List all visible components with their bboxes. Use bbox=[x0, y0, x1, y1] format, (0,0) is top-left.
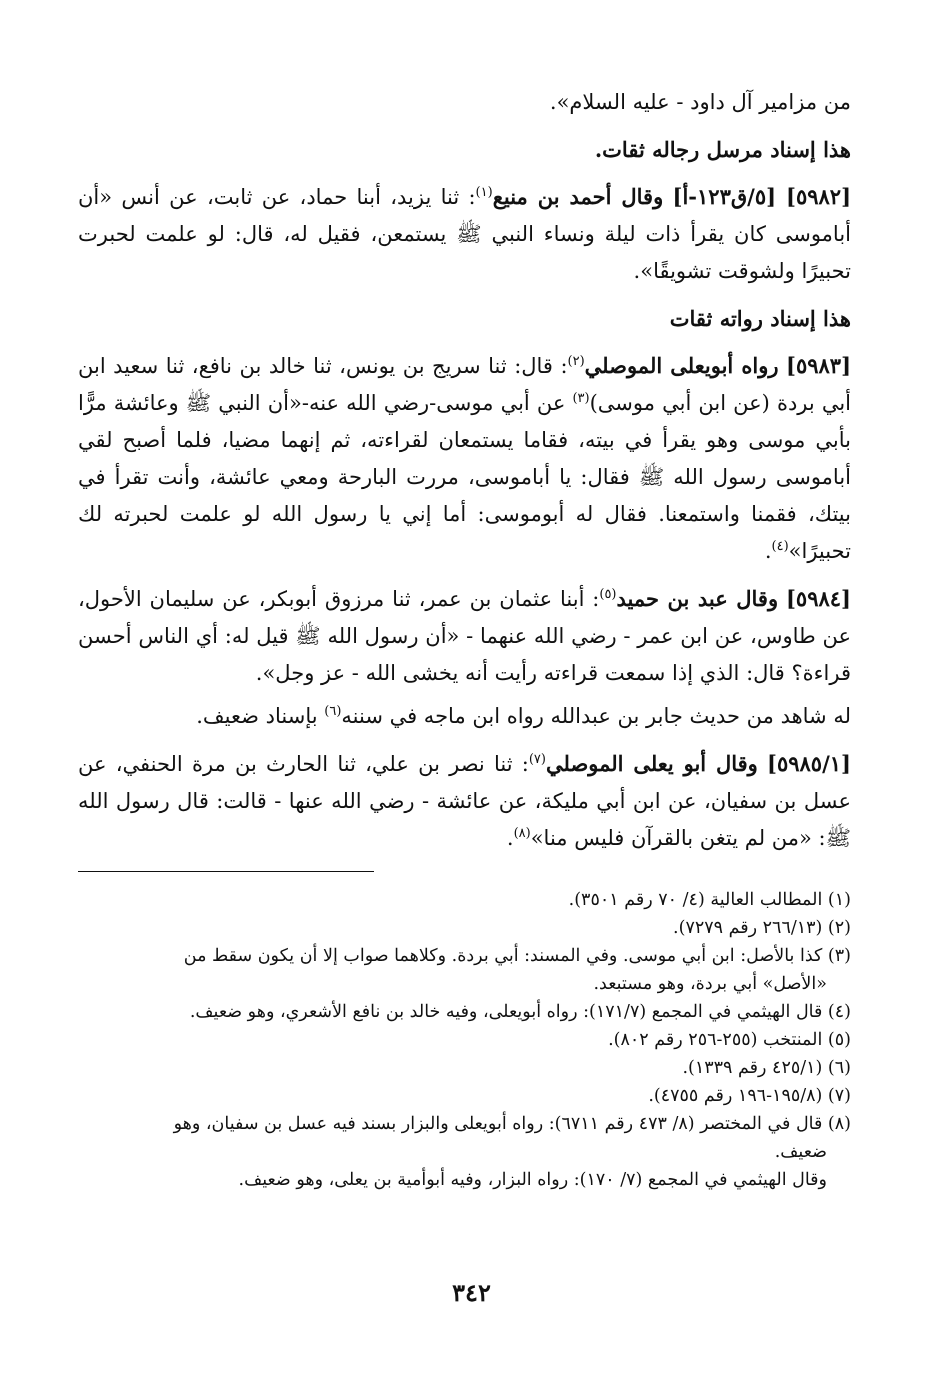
hadith-number: [٥٩٨٤] bbox=[785, 586, 851, 611]
footnote-2: (٢) (٢٦٦/١٣ رقم ٧٢٧٩). bbox=[673, 918, 851, 938]
narrator-lead: وقال عبد بن حميد bbox=[616, 586, 779, 611]
footnote-ref-8: (٨) bbox=[513, 826, 531, 841]
hadith-5984 bbox=[78, 580, 851, 692]
footnote-divider bbox=[78, 871, 374, 872]
page-number: ٣٤٢ bbox=[452, 1278, 491, 1307]
footnote-ref-5: (٥) bbox=[599, 587, 617, 602]
paragraph-continuation: من مزامير آل داود - عليه السلام». bbox=[549, 90, 851, 114]
hadith-end: . bbox=[764, 539, 772, 563]
shahid-end: بإسناد ضعيف. bbox=[196, 704, 325, 728]
hadith-text: : ثنا يزيد، أبنا حماد، عن ثابت، عن أنس «أن أباموسى كان يقرأ ذات ليلة ونساء النبي ﷺ يستمعن، فقيل له، قال: لو علمت لحبرت تحبيرًا ولشوقت تشويقًا». bbox=[78, 185, 851, 283]
hadith-text-part2: عن أبي موسى-رضي الله عنه-«أن النبي ﷺ وعائشة مرًّا بأبي موسى وهو يقرأ في بيته، فقاما يستمعان لقراءته، ثم إنهما مضيا، فلما أصبح لقي أباموسى رسول الله ﷺ فقال: يا أباموسى، مررت البارحة ومعي عائشة، وأنت تقرأ في بيتك، فقمنا واستمعنا. فقال له أبوموسى: أما إني يا رسول الله لو علمت لحبرته لك تحبيرًا» bbox=[78, 391, 851, 563]
footnote-4: (٤) قال الهيثمي في المجمع (١٧١/٧): رواه أبويعلى، وفيه خالد بن نافع الأشعري، وهو ضعيف. bbox=[189, 1002, 851, 1022]
narrator-lead: رواه أبويعلى الموصلي bbox=[584, 353, 779, 378]
hadith-text: : أبنا عثمان بن عمر، ثنا مرزوق أبوبكر، عن سليمان الأحول، عن طاوس، عن ابن عمر - رضي الله عنهما - «أن رسول الله ﷺ قيل له: أي الناس أحسن قراءة؟ قال: الذي إذا سمعت قراءته رأيت أنه يخشى الله - عز وجل». bbox=[78, 587, 851, 685]
isnad-note-2: هذا إسناد رواته ثقات bbox=[669, 306, 851, 331]
footnote-6: (٦) (٤٢٥/١ رقم ١٣٣٩). bbox=[682, 1058, 851, 1078]
shahid-note bbox=[78, 698, 851, 735]
hadith-5983 bbox=[78, 347, 851, 570]
footnote-8-haythami: وقال الهيثمي في المجمع (٧/ ١٧٠): رواه البزار، وفيه أبوأمية بن يعلى، وهو ضعيف. bbox=[238, 1170, 827, 1190]
footnote-7: (٧) (١٩٥/٨-١٩٦ رقم ٤٧٥٥). bbox=[648, 1086, 851, 1106]
footnote-ref-1: (١) bbox=[475, 185, 493, 200]
footnote-8-continued: ضعيف. bbox=[774, 1142, 827, 1162]
hadith-end: . bbox=[506, 826, 514, 850]
hadith-number: [٥٩٨٢] [٥/ق١٢٣-أ] bbox=[672, 184, 851, 209]
hadith-number: [٥٩٨٣] bbox=[786, 353, 852, 378]
narrator-lead: وقال أبو يعلى الموصلي bbox=[545, 751, 758, 776]
footnote-1: (١) المطالب العالية (٤/ ٧٠ رقم ٣٥٠١). bbox=[568, 890, 851, 910]
footnote-8: (٨) قال في المختصر (٨/ ٤٧٣ رقم ٦٧١١): رواه أبويعلى والبزار بسند فيه عسل بن سفيان، وهو bbox=[173, 1114, 851, 1134]
footnote-ref-7: (٧) bbox=[528, 752, 546, 767]
isnad-note-1: هذا إسناد مرسل رجاله ثقات. bbox=[594, 137, 851, 162]
hadith-5982 bbox=[78, 178, 851, 290]
hadith-number: [٥٩٨٥/١] bbox=[767, 751, 851, 776]
footnote-3: (٣) كذا بالأصل: ابن أبي موسى. وفي المسند: أبي بردة. وكلاهما صواب إلا أن يكون سقط من bbox=[183, 946, 851, 966]
hadith-text-part1: : قال: ثنا سريج بن يونس، ثنا خالد بن نافع، ثنا سعيد ابن أبي بردة (عن ابن أبي موسى) bbox=[78, 354, 852, 415]
narrator-lead: وقال أحمد بن منيع bbox=[492, 184, 664, 209]
footnote-ref-6: (٦) bbox=[324, 704, 342, 719]
footnote-ref-4: (٤) bbox=[771, 539, 789, 554]
hadith-5985 bbox=[78, 745, 851, 857]
hadith-text: : ثنا نصر بن علي، ثنا الحارث بن مرة الحنفي، عن عسل بن سفيان، عن ابن أبي مليكة، عن عائشة - رضي الله عنها - قالت: قال رسول الله ﷺ: «من لم يتغن بالقرآن فليس منا» bbox=[78, 752, 851, 850]
footnote-ref-3: (٣) bbox=[572, 391, 590, 406]
footnote-3-continued: «الأصل» أبي بردة، وهو مستبعد. bbox=[593, 974, 827, 994]
footnotes bbox=[78, 886, 851, 1194]
footnote-ref-2: (٢) bbox=[567, 354, 585, 369]
shahid-text: له شاهد من حديث جابر بن عبدالله رواه ابن ماجه في سننه bbox=[341, 704, 851, 728]
main-text bbox=[78, 84, 851, 857]
footnote-5: (٥) المنتخب (٢٥٥-٢٥٦ رقم ٨٠٢). bbox=[608, 1030, 851, 1050]
